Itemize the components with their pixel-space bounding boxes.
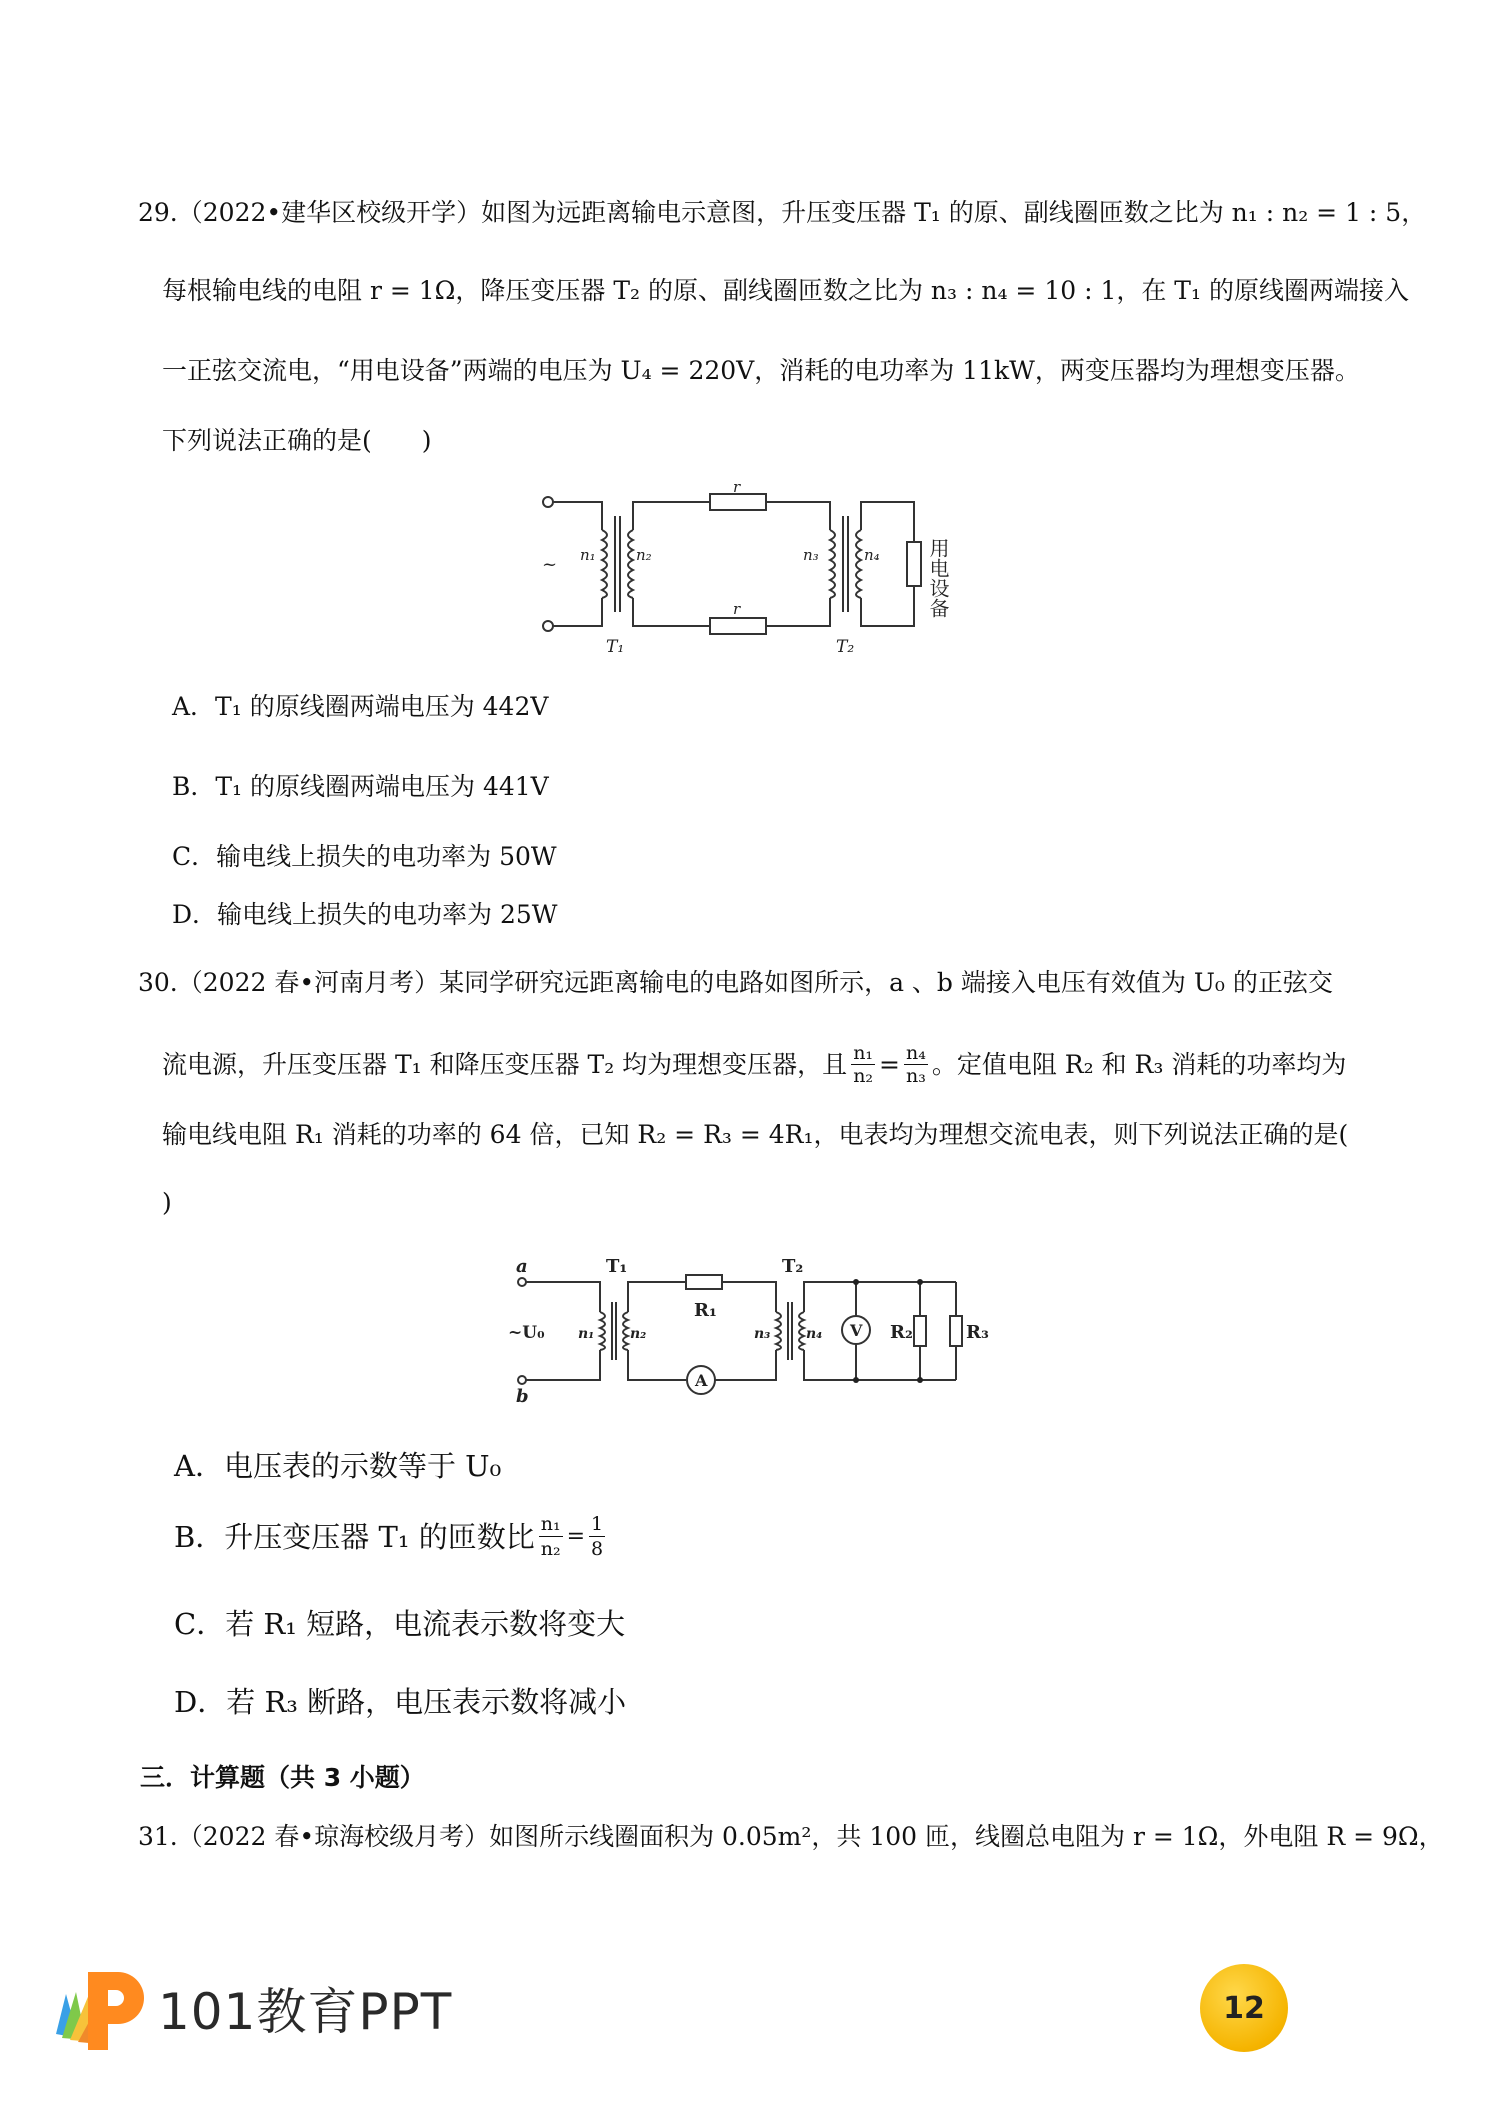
q29-n2-label: n₂ xyxy=(636,546,652,564)
q30-t1-label: T₁ xyxy=(606,1256,628,1277)
q30-line-2-post: 。定值电阻 R₂ 和 R₃ 消耗的功率均为 xyxy=(931,1049,1347,1079)
q30-frac1-num: n₁ xyxy=(853,1042,874,1064)
q30-ammeter-label: A xyxy=(695,1371,708,1390)
q30-option-b-ratio xyxy=(589,1512,605,1561)
q29-option-b: B．T₁ 的原线圈两端电压为 441V xyxy=(172,772,549,801)
q29-option-c: C．输电线上损失的电功率为 50W xyxy=(172,842,557,871)
q30-t2-label: T₂ xyxy=(782,1256,804,1277)
q30-line-3: 输电线电阻 R₁ 消耗的功率的 64 倍，已知 R₂ = R₃ = 4R₁，电表均为理想交流电表，则下列说法正确的是( xyxy=(162,1120,1349,1149)
q29-load-label: 用电设备 xyxy=(926,538,950,618)
q29-n1-label: n₁ xyxy=(580,546,596,564)
q30-circuit-figure xyxy=(500,1256,1000,1406)
q30-n4-label: n₄ xyxy=(806,1326,823,1342)
q30-frac2-den: n₃ xyxy=(906,1065,926,1087)
q31-line-1: 31.（2022 春•琼海校级月考）如图所示线圈面积为 0.05m²，共 100 匝，线圈总电阻为 r = 1Ω，外电阻 R = 9Ω， xyxy=(138,1822,1444,1851)
q30-option-d: D．若 R₃ 断路，电压表示数将减小 xyxy=(174,1685,627,1719)
q30-optb-rnum: 1 xyxy=(591,1513,604,1535)
page-number-badge: 12 xyxy=(1200,1964,1288,2052)
q29-line-2: 每根输电线的电阻 r = 1Ω，降压变压器 T₂ 的原、副线圈匝数之比为 n₃ : n₄ = 10 : 1，在 T₁ 的原线圈两端接入 xyxy=(162,276,1409,305)
q30-option-b xyxy=(174,1512,609,1561)
q30-option-a: A．电压表的示数等于 U₀ xyxy=(174,1449,502,1483)
q30-frac2-num: n₄ xyxy=(906,1042,926,1064)
q30-n1-label: n₁ xyxy=(578,1326,595,1342)
q30-source-label: ~U₀ xyxy=(508,1323,545,1343)
brand-logo-icon xyxy=(48,1956,158,2052)
q29-r-bottom-label: r xyxy=(733,600,741,618)
q29-r-top-label: r xyxy=(733,480,741,496)
q30-line-1: 30.（2022 春•河南月考）某同学研究远距离输电的电路如图所示，a 、b 端接入电压有效值为 U₀ 的正弦交 xyxy=(138,968,1333,997)
q29-n4-label: n₄ xyxy=(864,546,880,564)
q30-line-2-pre: 流电源，升压变压器 T₁ 和降压变压器 T₂ 均为理想变压器，且 xyxy=(162,1049,848,1079)
q29-option-d: D．输电线上损失的电功率为 25W xyxy=(172,900,558,929)
q30-option-b-text: B．升压变压器 T₁ 的匝数比 xyxy=(174,1519,535,1554)
q29-line-3: 一正弦交流电，“用电设备”两端的电压为 U₄ = 220V，消耗的电功率为 11kW，两变压器均为理想变压器。 xyxy=(162,356,1360,385)
brand-name: 101教育PPT xyxy=(158,1983,453,2041)
q29-line-1: 29.（2022•建华区校级开学）如图为远距离输电示意图，升压变压器 T₁ 的原、副线圈匝数之比为 n₁ : n₂ = 1 : 5， xyxy=(138,198,1427,227)
q29-t1-label: T₁ xyxy=(606,637,625,657)
q29-circuit-figure xyxy=(530,480,970,660)
q29-source-label: ~ xyxy=(542,554,558,575)
q30-frac-eq: = xyxy=(879,1049,900,1079)
q29-t2-label: T₂ xyxy=(836,637,855,657)
q30-optb-den: n₂ xyxy=(540,1538,561,1560)
q30-line-4: ) xyxy=(162,1188,172,1217)
section-heading: 三．计算题（共 3 小题） xyxy=(140,1763,425,1792)
q30-n2-label: n₂ xyxy=(630,1326,647,1342)
q30-optb-eq: = xyxy=(566,1523,586,1549)
q30-r1-label: R₁ xyxy=(694,1300,717,1321)
q30-optb-rden: 8 xyxy=(591,1538,604,1560)
q29-option-a: A．T₁ 的原线圈两端电压为 442V xyxy=(172,692,549,721)
q30-line-2 xyxy=(162,1042,1346,1087)
q30-option-b-frac xyxy=(539,1512,563,1561)
q29-n3-label: n₃ xyxy=(803,546,819,564)
q29-line-4: 下列说法正确的是( ) xyxy=(162,426,432,455)
q30-r2-label: R₂ xyxy=(890,1322,913,1343)
q30-terminal-a: a xyxy=(516,1256,528,1277)
q30-n3-label: n₃ xyxy=(754,1326,771,1342)
q30-voltmeter-label: V xyxy=(850,1321,863,1340)
q30-option-c: C．若 R₁ 短路，电流表示数将变大 xyxy=(174,1607,626,1641)
q30-frac1-den: n₂ xyxy=(853,1065,874,1087)
q30-fraction-1 xyxy=(851,1042,875,1087)
q30-optb-num: n₁ xyxy=(540,1513,561,1535)
q30-terminal-b: b xyxy=(516,1386,529,1406)
q30-fraction-2 xyxy=(904,1042,928,1087)
q30-r3-label: R₃ xyxy=(966,1322,989,1343)
